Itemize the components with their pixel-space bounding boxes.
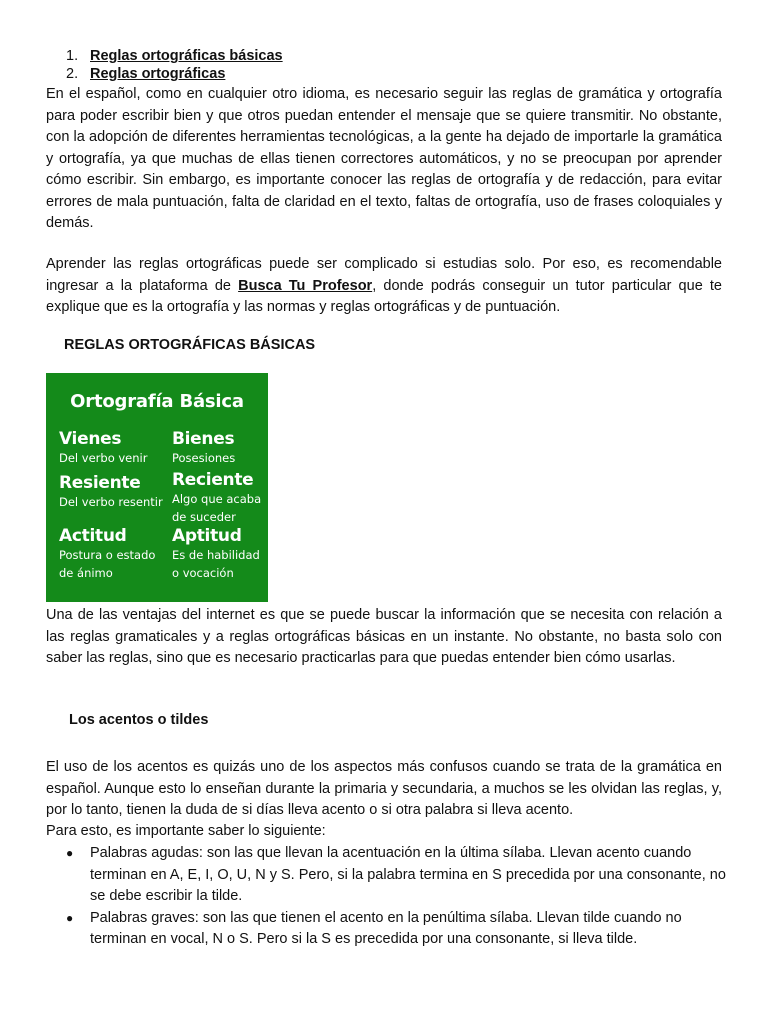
para-esto-line: Para esto, es importante saber lo siguiente: [46,823,326,839]
card-word: Aptitud [172,526,242,546]
toc-label: Reglas ortográficas básicas [90,48,283,64]
platform-paragraph [46,254,722,319]
card-desc: de suceder [172,510,236,524]
platform-text-before: Aprender las reglas ortográficas puede ser complicado si estudias solo. Por eso, es recomendable ingresar a la plataforma de [46,256,722,294]
card-desc: Postura o estado [59,548,156,562]
ortografia-basica-image [46,373,268,602]
card-desc: o vocación [172,566,234,580]
card-desc: Es de habilidad [172,548,260,562]
toc-item[interactable] [66,65,283,83]
card-item-actitud [59,526,155,582]
toc-label: Reglas ortográficas [90,66,226,82]
toc-item[interactable] [66,47,283,65]
card-desc: Posesiones [172,451,236,465]
busca-tu-profesor-link[interactable]: Busca Tu Profesor [238,277,373,294]
list-item [46,843,726,908]
card-word: Reciente [172,470,254,490]
internet-paragraph: Una de las ventajas del internet es que se puede buscar la información que se necesita con relación a las reglas gramaticales y a reglas ortográficas básicas en un instante. No obstante, no basta solo con saber las reglas, sino que es necesario practicarlas para que puedas entender bien cómo usarlas. [46,607,722,666]
card-desc: Del verbo venir [59,451,148,465]
bullet-icon: ● [66,910,74,925]
toc-number: 1. [66,48,79,64]
heading-reglas-basicas: REGLAS ORTOGRÁFICAS BÁSICAS [64,337,316,353]
card-desc: Algo que acaba [172,492,262,506]
bullet-text: Palabras graves: son las que tienen el acento en la penúltima sílaba. Llevan tilde cuando no terminan en vocal, N o S. Pero si la S es precedida por una consonante, si lleva tilde. [90,909,682,947]
card-word: Actitud [59,526,127,546]
table-of-contents [46,47,283,83]
card-word: Resiente [59,473,141,493]
list-item [46,908,726,951]
bullet-text: Palabras agudas: son las que llevan la acentuación en la última sílaba. Llevan acento cuando terminan en A, E, I, O, U, N y S. Pero, si la palabra termina en S precedida por una consonante, no se debe escribir la tilde. [90,845,726,904]
acentos-paragraph: El uso de los acentos es quizás uno de los aspectos más confusos cuando se trata de la gramática en español. Aunque esto lo enseñan durante la primaria y secundaria, a muchos se les olvidan las reglas, y, por lo tanto, tienen la duda de si días lleva acento o si otra palabra si lleva acento. [46,759,722,818]
bullet-icon: ● [66,846,74,860]
card-title: Ortografía Básica [70,391,244,412]
card-desc: Del verbo resentir [59,495,163,509]
intro-paragraph: En el español, como en cualquier otro idioma, es necesario seguir las reglas de gramática y ortografía para poder escribir bien y que otros puedan entender el mensaje que se quiere transmitir. No obstante, con la adopción de diferentes herramientas tecnológicas, a la gente ha dejado de importarle la gramática y ortografía, ya que muchas de ellas tienen correctores automáticos, y no se preocupan por aprender cómo escribir. Sin embargo, es importante conocer las reglas de ortografía y de redacción, para evitar errores de mala puntuación, falta de claridad en el texto, faltas de ortografía, uso de frases coloquiales y demás. [46,86,722,231]
heading-acentos: Los acentos o tildes [69,712,209,728]
toc-number: 2. [66,66,79,82]
card-item-resiente [59,473,163,511]
card-word: Bienes [172,429,235,449]
card-desc: de ánimo [59,566,113,580]
card-item-vienes [59,429,147,467]
card-item-reciente [172,470,261,526]
platform-text-after: , donde podrás conseguir un tutor particular que te explique que es la ortografía y las normas y reglas ortográficas y de puntuación. [46,277,722,315]
card-word: Vienes [59,429,122,449]
card-item-aptitud [172,526,260,582]
rules-bullet-list [46,843,726,951]
card-item-bienes [172,429,235,467]
